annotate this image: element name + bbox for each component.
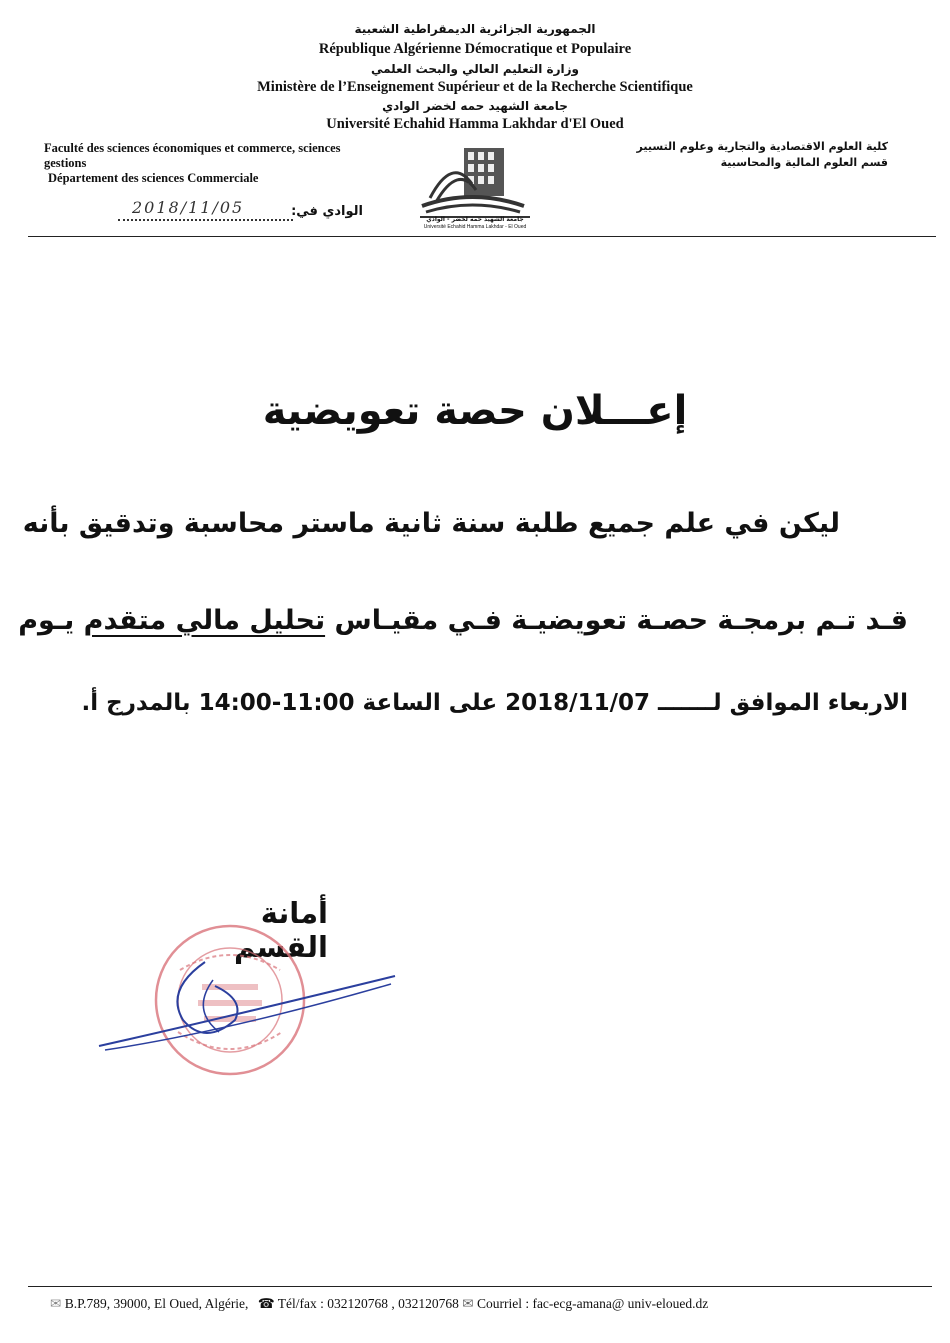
signature-scribble xyxy=(95,950,405,1060)
telephone-icon: ☎ xyxy=(257,1296,275,1311)
footer-email: Courriel : fac-ecg-amana@ univ-eloued.dz xyxy=(476,1296,709,1311)
course-subject: تحليل مالي متقدم xyxy=(83,605,326,636)
faculty-arabic-line: كلية العلوم الاقتصادية والتجارية وعلوم التسيير xyxy=(636,140,888,153)
footer-contact xyxy=(50,1296,708,1312)
university-logo xyxy=(412,136,538,232)
date-field xyxy=(118,198,363,226)
university-french: Université Echahid Hamma Lakhdar d'El Oued xyxy=(326,116,624,132)
email-icon: ✉ xyxy=(462,1296,474,1311)
signature-icon xyxy=(95,950,405,1060)
date-label: الوادي في: xyxy=(291,204,363,219)
announcement-line-2 xyxy=(18,605,908,636)
announcement-line-1: ليكن في علم جميع طلبة سنة ثانية ماستر محاسبة وتدقيق بأنه xyxy=(22,508,840,539)
announcement-title: إعـــلان حصة تعويضية xyxy=(262,388,688,434)
logo-caption-french: Université Echahid Hamma Lakhdar - El Oued xyxy=(423,224,527,230)
department-french: Département des sciences Commerciale xyxy=(48,171,259,185)
republic-french: République Algérienne Démocratique et Populaire xyxy=(318,41,632,57)
envelope-icon: ✉ xyxy=(50,1296,62,1311)
footer-divider xyxy=(28,1286,932,1287)
signature-title: أمانة القسم xyxy=(234,896,328,964)
footer-telephone: Tél/fax : 032120768 , 032120768 xyxy=(277,1296,459,1311)
line-2-text-before: قـد تـم برمجـة حصـة تعويضيـة فـي مقيـاس xyxy=(325,605,908,636)
faculty-french-line2: gestions xyxy=(44,156,87,170)
faculty-arabic xyxy=(588,140,888,169)
announcement-line-3: الاربعاء الموافق لـــــــ 2018/11/07 على الساعة 11:00-14:00 بالمدرج أ. xyxy=(81,690,908,716)
logo-caption-arabic: جامعة الشهيد حمه لخضر - الوادي xyxy=(426,216,524,223)
line-2-text-after: يـوم xyxy=(18,605,84,636)
department-arabic: قسم العلوم المالية والمحاسبية xyxy=(720,156,888,169)
date-value: 2018/11/05 xyxy=(132,198,245,217)
date-dotted-line xyxy=(118,219,293,221)
footer-address: B.P.789, 39000, El Oued, Algérie, xyxy=(64,1296,249,1311)
ministry-arabic: وزارة التعليم العالي والبحث العلمي xyxy=(370,62,580,76)
faculty-french-line1: Faculté des sciences économiques et commerce, sciences xyxy=(44,141,341,155)
republic-arabic: الجمهورية الجزائرية الديمقراطية الشعبية xyxy=(354,22,596,36)
header-divider xyxy=(28,236,936,237)
university-arabic: جامعة الشهيد حمه لخضر الوادي xyxy=(382,99,568,113)
ministry-french: Ministère de l’Enseignement Supérieur et de la Recherche Scientifique xyxy=(257,79,693,95)
faculty-french xyxy=(44,141,414,186)
